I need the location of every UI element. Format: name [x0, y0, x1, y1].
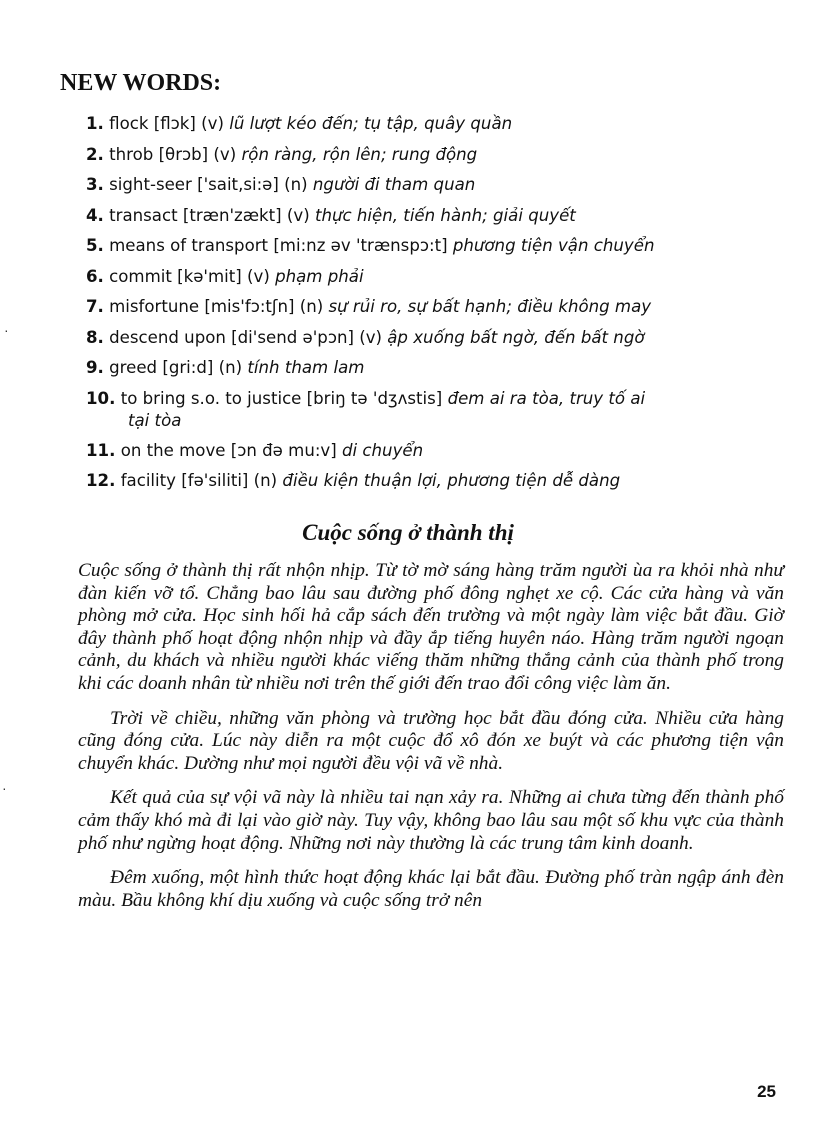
item-number: 4. [86, 205, 104, 225]
word-meaning: đem ai ra tòa, truy tố ai [447, 388, 646, 408]
list-item [86, 201, 786, 232]
item-number: 8. [86, 327, 104, 347]
word-entry: misfortune [mis'fɔ:tʃn] (n) [109, 297, 329, 316]
item-number: 7. [86, 297, 104, 316]
list-item [86, 262, 786, 293]
word-meaning: thực hiện, tiến hành; giải quyết [314, 205, 576, 225]
word-meaning: phương tiện vận chuyển [452, 236, 655, 255]
word-meaning-continued: tại tòa [128, 410, 182, 430]
word-entry: transact [træn'zækt] (v) [109, 205, 315, 225]
list-item [86, 231, 786, 262]
list-item [86, 140, 786, 171]
word-entry: facility [fə'siliti] (n) [120, 471, 283, 490]
word-meaning: ập xuống bất ngờ, đến bất ngờ [387, 327, 645, 347]
word-meaning: lũ lượt kéo đến; tụ tập, quây quần [229, 114, 513, 133]
word-meaning: điều kiện thuận lợi, phương tiện dễ dàng [282, 471, 621, 490]
list-item [86, 436, 786, 467]
item-number: 5. [86, 236, 104, 255]
word-entry: means of transport [mi:nz əv 'trænspɔ:t] [109, 236, 453, 255]
section-heading: NEW WORDS: [60, 70, 222, 96]
list-item [86, 292, 786, 323]
item-number: 6. [86, 266, 104, 286]
scan-mark: · [4, 322, 9, 338]
word-entry: throb [θrɔb] (v) [109, 144, 242, 164]
article-body [78, 560, 784, 924]
paragraph: Kết quả của sự vội vã này là nhiều tai nạn xảy ra. Những ai chưa từng đến thành phố cảm thấy khó mà đi lại vào giờ này. Tuy vậy, không bao lâu sau một số khu vực của thành phố như ngừng hoạt động. Những nơi này thường là các trung tâm kinh doanh. [78, 787, 784, 854]
word-meaning: rộn ràng, rộn lên; rung động [241, 144, 478, 164]
list-item [86, 323, 786, 354]
list-item [86, 466, 786, 497]
word-meaning: sự rủi ro, sự bất hạnh; điều không may [328, 297, 652, 316]
paragraph: Đêm xuống, một hình thức hoạt động khác lại bắt đầu. Đường phố tràn ngập ánh đèn màu. Bầu không khí dịu xuống và cuộc sống trở nên [78, 867, 784, 911]
list-item [86, 384, 786, 436]
list-item [86, 109, 786, 140]
list-item [86, 170, 786, 201]
item-number: 9. [86, 358, 104, 377]
word-meaning: di chuyển [342, 440, 424, 460]
article-title: Cuộc sống ở thành thị [302, 520, 514, 545]
word-entry: to bring s.o. to justice [briŋ tə 'dʒʌstis] [120, 388, 448, 408]
word-meaning: phạm phải [275, 266, 364, 286]
paragraph: Trời về chiều, những văn phòng và trường học bắt đầu đóng cửa. Nhiều cửa hàng cũng đóng cửa. Lúc này diễn ra một cuộc đổ xô đón xe buýt và các phương tiện vận chuyển khác. Dường như mọi người đều vội vã về nhà. [78, 707, 784, 774]
word-entry: sight-seer ['sait,si:ə] (n) [109, 175, 313, 194]
item-number: 2. [86, 144, 104, 164]
item-number: 3. [86, 175, 104, 194]
page-number: 25 [757, 1082, 776, 1101]
paragraph: Cuộc sống ở thành thị rất nhộn nhịp. Từ tờ mờ sáng hàng trăm người ùa ra khỏi nhà như đàn kiến vỡ tổ. Chẳng bao lâu sau đường phố đông nghẹt xe cộ. Các cửa hàng và văn phòng mở cửa. Học sinh hối hả cắp sách đến trường và một ngày làm việc bắt đầu. Giờ đây thành phố hoạt động nhộn nhịp và đầy ắp tiếng huyên náo. Hàng trăm người ngoạn cảnh, du khách và nhiều người khác viếng thăm những thắng cảnh của thành phố trong khi các doanh nhân từ nhiều nơi trên thế giới đến trao đổi công việc làm ăn. [78, 560, 784, 694]
word-meaning: tính tham lam [247, 358, 365, 377]
word-entry: greed [gri:d] (n) [109, 358, 248, 377]
word-meaning: người đi tham quan [312, 175, 476, 194]
word-entry: commit [kə'mit] (v) [109, 266, 276, 286]
word-entry: flock [flɔk] (v) [109, 114, 230, 133]
word-entry: descend upon [di'send ə'pɔn] (v) [109, 327, 388, 347]
item-number: 11. [86, 440, 116, 460]
vocabulary-list [86, 109, 786, 497]
scan-mark: · [2, 780, 7, 796]
item-number: 10. [86, 388, 116, 408]
list-item [86, 353, 786, 384]
word-entry: on the move [ɔn đə mu:v] [120, 440, 342, 460]
item-number: 1. [86, 114, 104, 133]
item-number: 12. [86, 471, 116, 490]
